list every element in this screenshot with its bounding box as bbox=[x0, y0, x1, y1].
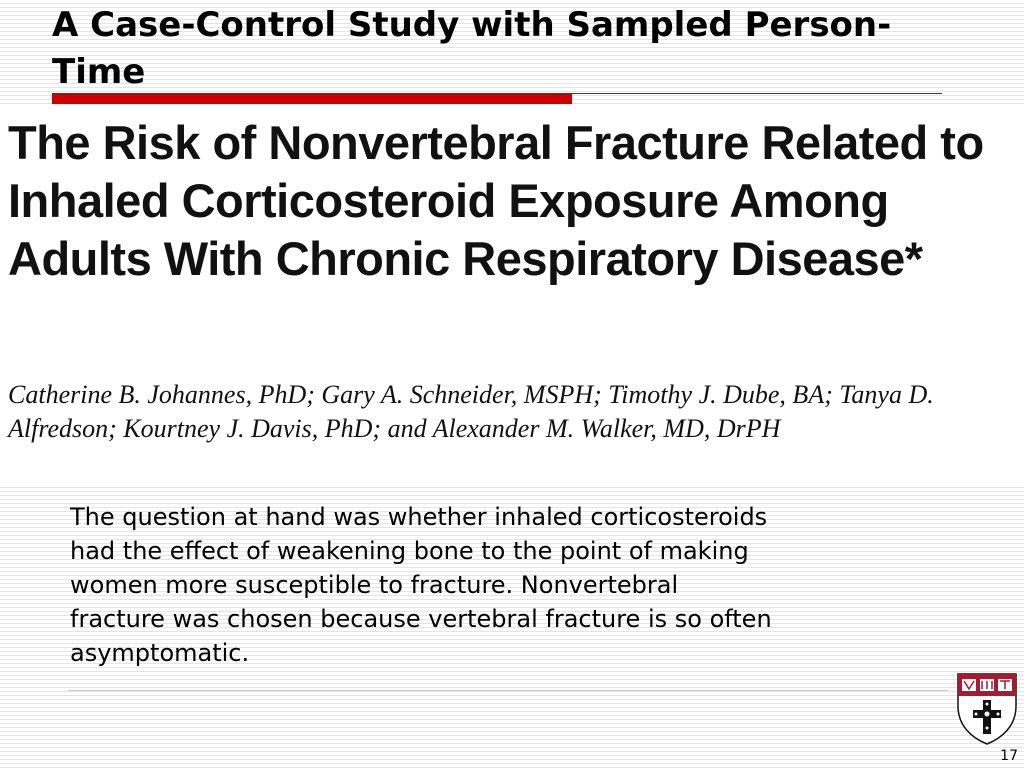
article-authors: Catherine B. Johannes, PhD; Gary A. Schneider, MSPH; Timothy J. Dube, BA; Tanya D. Alfredson; Kourtney J. Davis, PhD; and Alexander M. Walker, MD, DrPH bbox=[8, 380, 934, 443]
article-header-clipping bbox=[0, 106, 1024, 484]
body-text: The question at hand was whether inhaled corticosteroids had the effect of weakening bone to the point of making women more susceptible to fracture. Nonvertebral fracture was chosen because vertebral fracture is so often asymptomatic. bbox=[70, 503, 772, 667]
footer-divider bbox=[68, 690, 948, 691]
article-title: The Risk of Nonvertebral Fracture Related to Inhaled Corticosteroid Exposure Among Adults With Chronic Respiratory Disease* bbox=[8, 116, 984, 285]
title-divider-accent bbox=[52, 94, 572, 104]
page-number: 17 bbox=[1000, 748, 1018, 764]
slide-title: A Case-Control Study with Sampled Person-Time bbox=[52, 5, 892, 92]
harvard-shield-logo-icon bbox=[956, 672, 1018, 746]
